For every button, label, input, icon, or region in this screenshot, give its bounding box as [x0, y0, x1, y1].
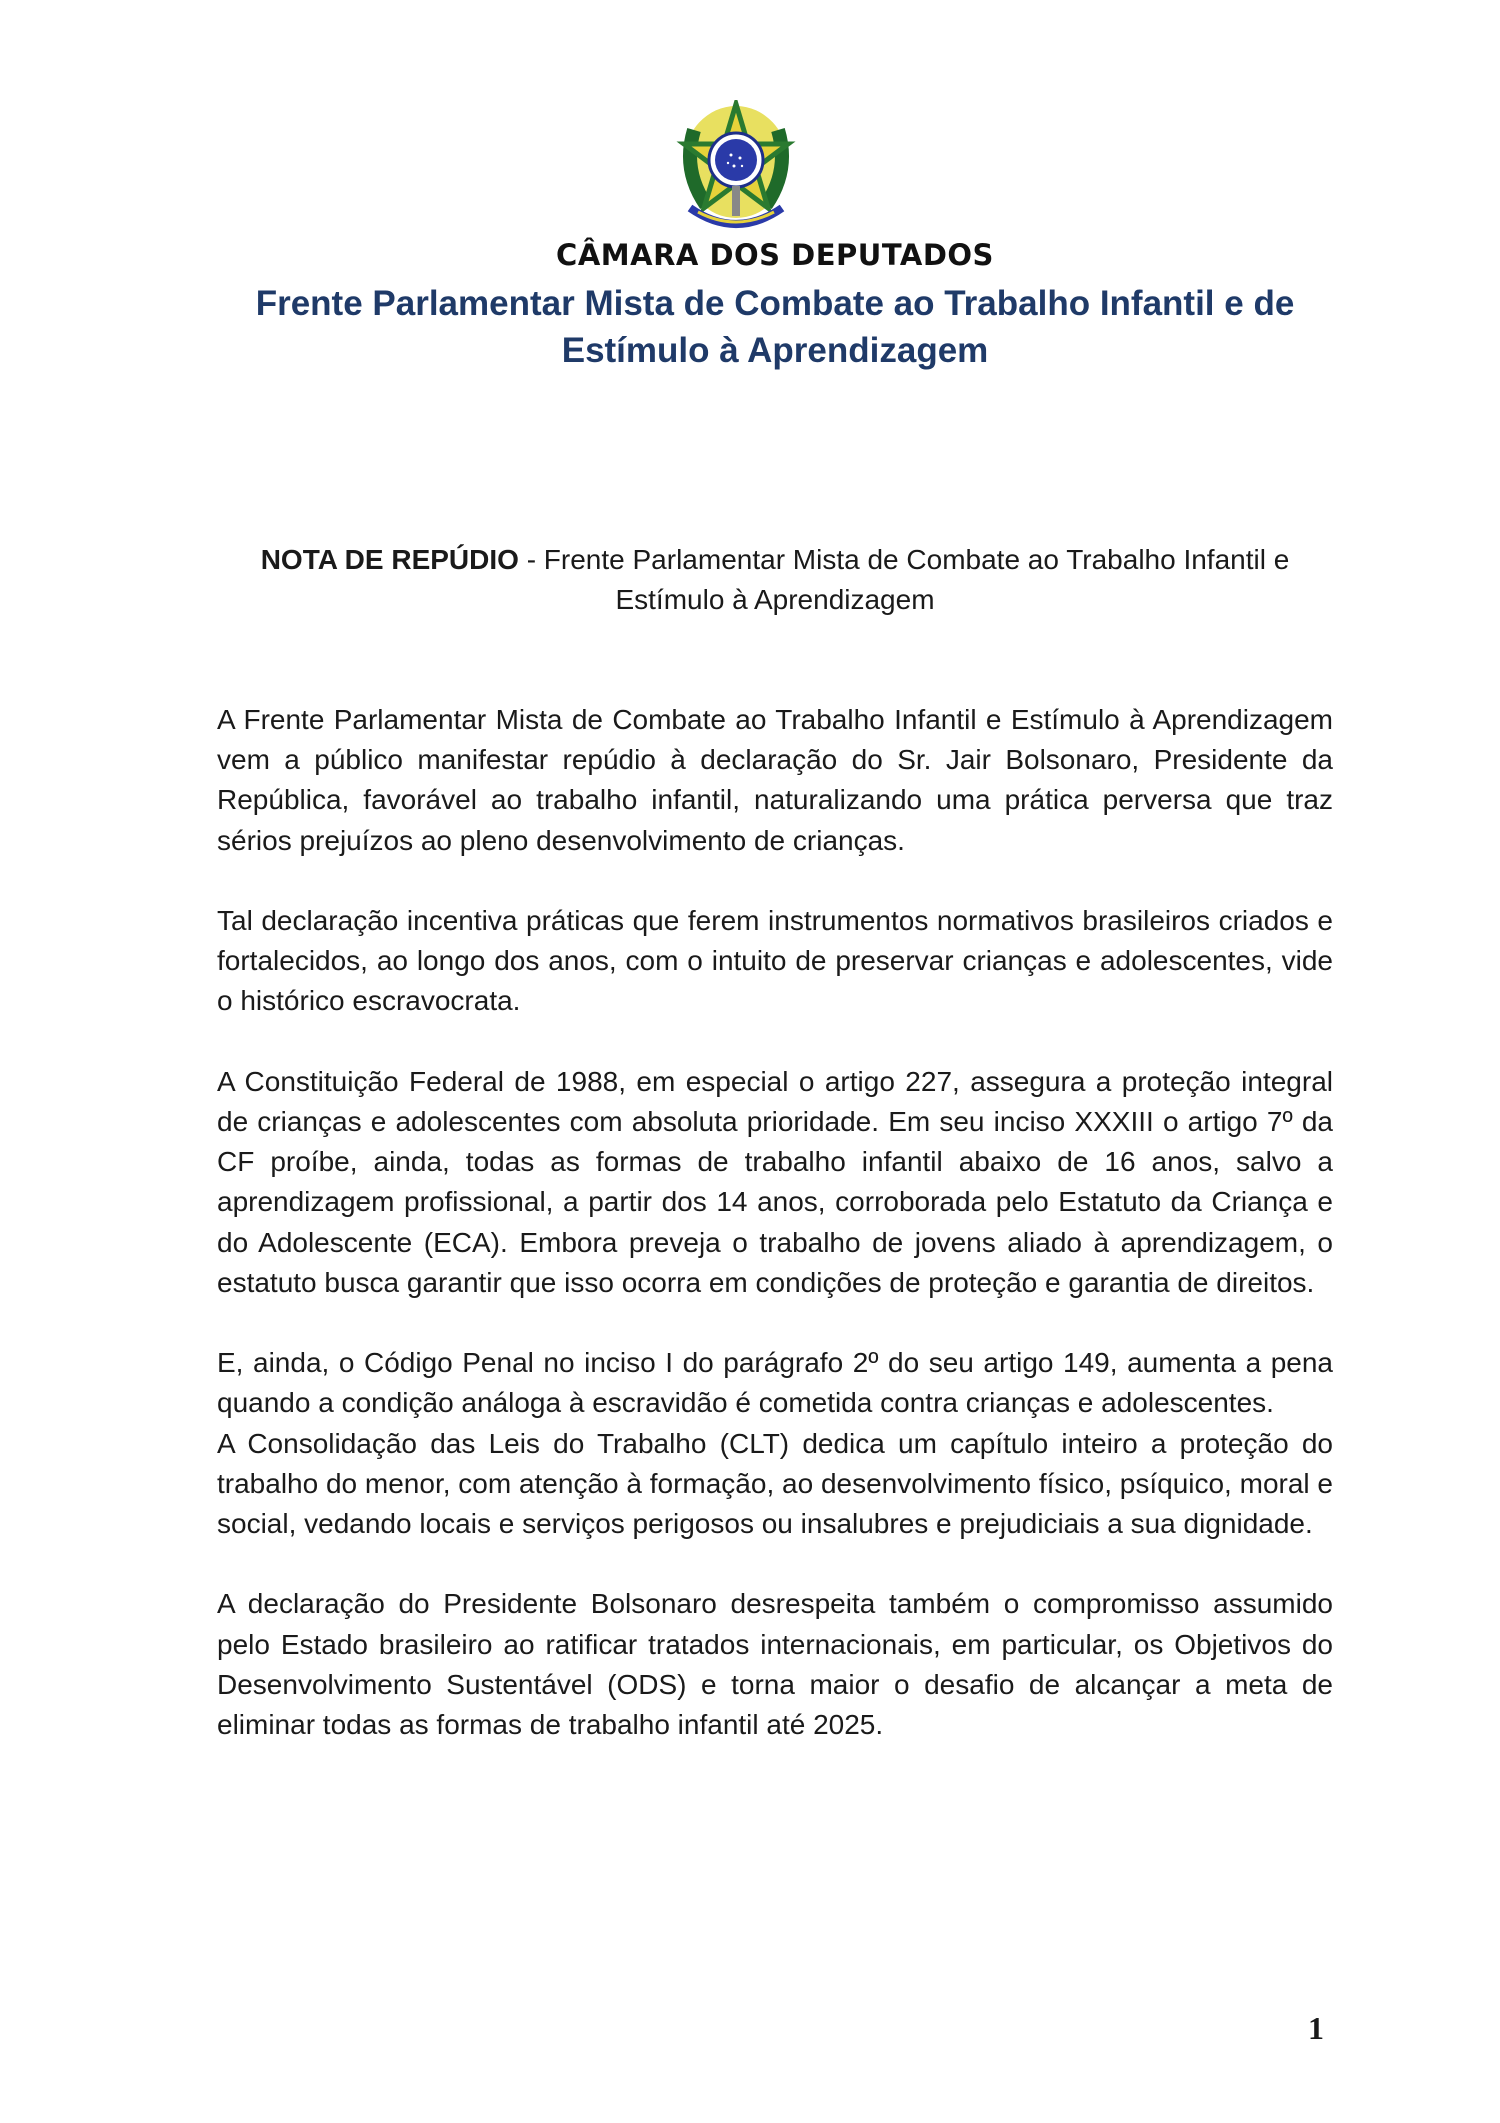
page-number: 1: [1308, 2010, 1324, 2046]
paragraph: E, ainda, o Código Penal no inciso I do parágrafo 2º do seu artigo 149, aumenta a pena quando a condição análoga à escravidão é cometida contra crianças e adolescentes.: [217, 1347, 1333, 1419]
paragraph: A Frente Parlamentar Mista de Combate ao Trabalho Infantil e Estímulo à Aprendizagem vem a público manifestar repúdio à declaração do Sr. Jair Bolsonaro, Presidente da República, favorável ao trabalho infantil, naturalizando uma prática perversa que traz sérios prejuízos ao pleno desenvolvimento de crianças.: [217, 704, 1333, 856]
paragraph: A Constituição Federal de 1988, em especial o artigo 227, assegura a proteção integral de crianças e adolescentes com absoluta prioridade. Em seu inciso XXXIII o artigo 7º da CF proíbe, ainda, todas as formas de trabalho infantil abaixo de 16 anos, salvo a aprendizagem profissional, a partir dos 14 anos, corroborada pelo Estatuto da Criança e do Adolescente (ECA). Embora preveja o trabalho de jovens aliado à aprendizagem, o estatuto busca garantir que isso ocorra em condições de proteção e garantia de direitos.: [217, 1065, 1333, 1298]
paragraph: A Consolidação das Leis do Trabalho (CLT) dedica um capítulo inteiro a proteção do trabalho do menor, com atenção à formação, ao desenvolvimento físico, psíquico, moral e social, vedando locais e serviços perigosos ou insalubres e prejudiciais a sua dignidade.: [217, 1427, 1333, 1540]
document-title-rest: - Frente Parlamentar Mista de Combate ao Trabalho Infantil e Estímulo à Aprendizagem: [518, 544, 1290, 615]
document-title-bold: NOTA DE REPÚDIO: [260, 544, 519, 575]
document-title: [217, 540, 1333, 620]
paragraph: A declaração do Presidente Bolsonaro desrespeita também o compromisso assumido pelo Estado brasileiro ao ratificar tratados internacionais, em particular, os Objetivos do Desenvolvimento Sustentável (ODS) e torna maior o desafio de alcançar a meta de eliminar todas as formas de trabalho infantil até 2025.: [217, 1588, 1333, 1741]
brazil-coat-of-arms-logo: [676, 100, 796, 240]
document-body: [217, 700, 1333, 1785]
institution-name: CÂMARA DOS DEPUTADOS: [556, 238, 994, 272]
paragraph: Tal declaração incentiva práticas que ferem instrumentos normativos brasileiros criados e fortalecidos, ao longo dos anos, com o intuito de preservar crianças e adolescentes, vide o histórico escravocrata.: [217, 905, 1333, 1017]
parliamentary-front-title: Frente Parlamentar Mista de Combate ao Trabalho Infantil e de Estímulo à Aprendizagem: [255, 284, 1295, 370]
